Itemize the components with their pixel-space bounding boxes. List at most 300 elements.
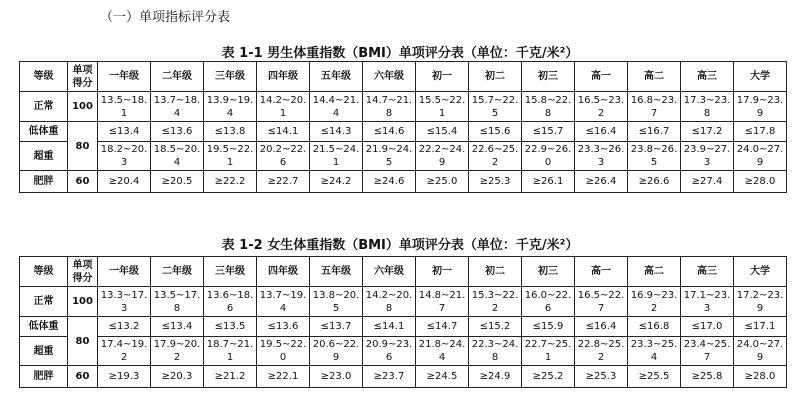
bmi-value-text: 20.2~22. 6 (259, 144, 307, 168)
bmi-value (98, 317, 151, 337)
column-header (204, 62, 257, 92)
bmi-value (416, 287, 469, 317)
bmi-value (575, 366, 628, 388)
bmi-value (681, 366, 734, 388)
column-header-text: 初一 (432, 71, 452, 82)
bmi-value (363, 287, 416, 317)
bmi-value-text: ≤13.4 (161, 321, 193, 332)
bmi-value-text: ≥20.3 (161, 371, 193, 382)
grade-header-text: 等级 (33, 71, 54, 82)
bmi-value-text: ≤17.0 (691, 321, 723, 332)
bmi-value-text: 16.8~23. 7 (630, 94, 678, 119)
bmi-value (363, 337, 416, 366)
bmi-value (151, 122, 204, 142)
bmi-value (257, 142, 310, 171)
bmi-value (469, 366, 522, 388)
bmi-value-text: 14.7~21. 8 (365, 94, 413, 119)
grade-label (20, 366, 68, 388)
bmi-value (204, 287, 257, 317)
column-header-text: 三年级 (215, 266, 245, 277)
grade-header (20, 62, 68, 92)
bmi-value-text: 17.9~23. 9 (736, 94, 784, 119)
bmi-value-text: 13.9~19. 4 (206, 94, 254, 119)
column-header-text: 二年级 (162, 266, 192, 277)
bmi-value-text: ≤16.4 (585, 126, 617, 137)
bmi-value-text: ≤14.1 (373, 321, 405, 332)
grade-label (20, 171, 68, 193)
column-header-text: 初三 (538, 71, 558, 82)
bmi-value (416, 171, 469, 193)
table-row (20, 366, 787, 388)
section-heading: （一）单项指标评分表 (100, 10, 231, 25)
bmi-value (522, 366, 575, 388)
bmi-value (363, 92, 416, 122)
bmi-value-text: 16.5~22. 7 (577, 289, 625, 314)
bmi-value (98, 366, 151, 388)
bmi-value (310, 287, 363, 317)
column-header-text: 高二 (644, 71, 664, 82)
score-cell-text: 100 (72, 101, 93, 112)
bmi-value-text: ≥20.5 (161, 176, 193, 187)
column-header-text: 初二 (485, 71, 505, 82)
bmi-value-text: 13.7~19. 4 (259, 289, 307, 314)
grade-label (20, 142, 68, 171)
table-title-female: 表 1-2 女生体重指数（BMI）单项评分表（单位：千克/米²） (221, 238, 579, 253)
bmi-value-text: ≥26.4 (585, 176, 617, 187)
bmi-value (257, 287, 310, 317)
bmi-value (575, 92, 628, 122)
grade-label-text: 超重 (33, 150, 54, 162)
bmi-value-text: 21.5~24. 1 (312, 144, 360, 168)
column-header (734, 62, 787, 92)
column-header-text: 高三 (697, 71, 717, 82)
bmi-value-text: 23.9~27. 3 (683, 144, 731, 168)
bmi-value (734, 142, 787, 171)
bmi-value-text: ≤14.7 (426, 321, 458, 332)
score-header (68, 257, 98, 287)
bmi-value-text: 22.8~25. 2 (577, 339, 625, 363)
bmi-value-text: ≤15.2 (479, 321, 511, 332)
bmi-value (363, 317, 416, 337)
column-header (522, 257, 575, 287)
table-row (20, 92, 787, 122)
score-cell-text: 60 (75, 371, 90, 382)
bmi-value (681, 142, 734, 171)
bmi-value (469, 92, 522, 122)
bmi-value-text: ≥26.1 (532, 176, 564, 187)
bmi-value-text: 19.5~22. 0 (259, 339, 307, 363)
bmi-value-text: 13.5~17. 8 (153, 289, 201, 314)
bmi-value-text: 22.3~24. 8 (471, 339, 519, 363)
bmi-value-text: 14.8~21. 7 (418, 289, 466, 314)
bmi-value (310, 92, 363, 122)
bmi-value (575, 337, 628, 366)
bmi-value (628, 317, 681, 337)
bmi-value-text: ≥25.5 (638, 371, 670, 382)
bmi-value-text: 22.2~24. 9 (418, 144, 466, 168)
bmi-value-text: 13.6~18. 6 (206, 289, 254, 314)
column-header-text: 一年级 (109, 266, 139, 277)
bmi-value-text: ≥19.3 (108, 371, 140, 382)
grade-label (20, 122, 68, 142)
bmi-value-text: 21.8~24. 4 (418, 339, 466, 363)
bmi-value (98, 92, 151, 122)
column-header-text: 五年级 (321, 266, 351, 277)
male-bmi-table (19, 61, 787, 193)
bmi-value (151, 142, 204, 171)
column-header (681, 62, 734, 92)
bmi-value-text: ≤14.1 (267, 126, 299, 137)
column-header-text: 四年级 (268, 266, 298, 277)
bmi-value (469, 171, 522, 193)
bmi-value (575, 287, 628, 317)
table-row (20, 142, 787, 171)
column-header (204, 257, 257, 287)
column-header-text: 三年级 (215, 71, 245, 82)
grade-label-text: 肥胖 (33, 176, 54, 187)
bmi-value (151, 92, 204, 122)
bmi-value-text: ≥24.5 (426, 371, 458, 382)
bmi-value-text: ≤13.4 (108, 126, 140, 137)
score-header-text: 单项 得分 (72, 64, 93, 89)
column-header (310, 62, 363, 92)
bmi-value-text: ≤15.4 (426, 126, 458, 137)
bmi-value-text: ≥22.7 (267, 176, 299, 187)
column-header (98, 257, 151, 287)
grade-label-text: 肥胖 (33, 371, 54, 382)
bmi-value (310, 142, 363, 171)
column-header (628, 257, 681, 287)
bmi-value (628, 122, 681, 142)
column-header (257, 257, 310, 287)
bmi-value (204, 317, 257, 337)
grade-label (20, 337, 68, 366)
grade-label-text: 正常 (33, 296, 54, 307)
bmi-value-text: ≤13.6 (267, 321, 299, 332)
bmi-value (416, 142, 469, 171)
bmi-value (681, 287, 734, 317)
bmi-value (575, 122, 628, 142)
column-header-text: 六年级 (374, 266, 404, 277)
header-row (20, 257, 787, 287)
bmi-value-text: 18.5~20. 4 (153, 144, 201, 168)
bmi-value-text: ≥22.2 (214, 176, 246, 187)
bmi-value-text: 24.0~27. 9 (736, 144, 784, 168)
bmi-value-text: ≤14.3 (320, 126, 352, 137)
bmi-value-text: 22.9~26. 0 (524, 144, 572, 168)
bmi-value (98, 142, 151, 171)
column-header (310, 257, 363, 287)
bmi-value-text: ≤13.5 (214, 321, 246, 332)
score-cell (68, 122, 98, 171)
bmi-value-text: ≥23.0 (320, 371, 352, 382)
bmi-value-text: 14.4~21. 4 (312, 94, 360, 119)
bmi-value-text: 20.6~22. 9 (312, 339, 360, 363)
bmi-value-text: ≥26.6 (638, 176, 670, 187)
bmi-value (628, 171, 681, 193)
bmi-value (681, 92, 734, 122)
bmi-value (98, 287, 151, 317)
table-row (20, 317, 787, 337)
table-row (20, 337, 787, 366)
bmi-value-text: ≥24.6 (373, 176, 405, 187)
grade-label-text: 低体重 (28, 321, 59, 332)
bmi-value-text: 17.9~20. 2 (153, 339, 201, 363)
table-row (20, 171, 787, 193)
bmi-value-text: 14.2~20. 1 (259, 94, 307, 119)
bmi-value (151, 287, 204, 317)
column-header (363, 62, 416, 92)
bmi-value-text: 13.3~17. 3 (100, 289, 148, 314)
bmi-value-text: 17.4~19. 2 (100, 339, 148, 363)
bmi-value-text: ≤15.6 (479, 126, 511, 137)
bmi-value (681, 171, 734, 193)
bmi-value-text: 13.8~20. 5 (312, 289, 360, 314)
bmi-value-text: ≥25.8 (691, 371, 723, 382)
bmi-value-text: ≥20.4 (108, 176, 140, 187)
bmi-value (416, 317, 469, 337)
bmi-value (151, 337, 204, 366)
bmi-value-text: 23.4~25. 7 (683, 339, 731, 363)
bmi-value (628, 92, 681, 122)
bmi-value-text: ≤13.6 (161, 126, 193, 137)
bmi-value (204, 366, 257, 388)
grade-label-text: 正常 (33, 101, 54, 112)
bmi-value-text: 16.0~22. 6 (524, 289, 572, 314)
bmi-value-text: 16.9~23. 2 (630, 289, 678, 314)
bmi-value-text: ≥25.2 (532, 371, 564, 382)
bmi-value-text: 18.2~20. 3 (100, 144, 148, 168)
bmi-value (257, 366, 310, 388)
bmi-value (575, 171, 628, 193)
column-header-text: 初二 (485, 266, 505, 277)
bmi-value-text: ≥25.3 (585, 371, 617, 382)
bmi-value-text: ≥25.3 (479, 176, 511, 187)
grade-header (20, 257, 68, 287)
bmi-value (416, 92, 469, 122)
column-header (151, 62, 204, 92)
bmi-value-text: ≤16.4 (585, 321, 617, 332)
bmi-value-text: ≤16.8 (638, 321, 670, 332)
bmi-value-text: 13.5~18. 1 (100, 94, 148, 119)
bmi-value-text: 15.5~22. 1 (418, 94, 466, 119)
bmi-value-text: ≤17.2 (691, 126, 723, 137)
bmi-value (310, 122, 363, 142)
column-header (416, 62, 469, 92)
bmi-value-text: ≥27.4 (691, 176, 723, 187)
column-header-text: 初一 (432, 266, 452, 277)
bmi-value (469, 142, 522, 171)
bmi-value (416, 337, 469, 366)
bmi-value (310, 171, 363, 193)
column-header (151, 257, 204, 287)
score-cell (68, 287, 98, 317)
bmi-value (204, 171, 257, 193)
bmi-value (98, 122, 151, 142)
bmi-value-text: ≤17.1 (744, 321, 776, 332)
grade-label (20, 317, 68, 337)
bmi-value (469, 122, 522, 142)
bmi-value-text: ≥22.1 (267, 371, 299, 382)
column-header-text: 四年级 (268, 71, 298, 82)
score-cell (68, 366, 98, 388)
bmi-value-text: 23.8~26. 5 (630, 144, 678, 168)
bmi-value-text: ≤15.9 (532, 321, 564, 332)
bmi-value (522, 122, 575, 142)
bmi-value (310, 337, 363, 366)
bmi-value (734, 171, 787, 193)
bmi-value-text: 22.6~25. 2 (471, 144, 519, 168)
bmi-value (628, 337, 681, 366)
score-cell-text: 80 (75, 140, 90, 152)
bmi-value (310, 366, 363, 388)
bmi-value-text: 20.9~23. 6 (365, 339, 413, 363)
column-header-text: 大学 (750, 71, 770, 82)
bmi-value-text: 13.7~18. 4 (153, 94, 201, 119)
column-header-text: 高一 (591, 266, 611, 277)
score-cell (68, 92, 98, 122)
bmi-value (681, 122, 734, 142)
bmi-value (522, 171, 575, 193)
bmi-value (681, 317, 734, 337)
bmi-value (310, 317, 363, 337)
column-header-text: 一年级 (109, 71, 139, 82)
bmi-value-text: ≥28.0 (744, 371, 776, 382)
bmi-value-text: 23.3~26. 3 (577, 144, 625, 168)
bmi-value (734, 92, 787, 122)
bmi-value-text: 15.8~22. 8 (524, 94, 572, 119)
grade-label (20, 287, 68, 317)
bmi-value (204, 142, 257, 171)
score-cell-text: 80 (75, 335, 90, 347)
bmi-value (522, 337, 575, 366)
grade-label (20, 92, 68, 122)
bmi-value (416, 122, 469, 142)
column-header (575, 257, 628, 287)
column-header (575, 62, 628, 92)
column-header-text: 初三 (538, 266, 558, 277)
column-header-text: 高三 (697, 266, 717, 277)
bmi-value (98, 171, 151, 193)
grade-label-text: 低体重 (28, 126, 59, 137)
bmi-value (363, 366, 416, 388)
bmi-value (204, 337, 257, 366)
bmi-value (681, 337, 734, 366)
table-row (20, 122, 787, 142)
bmi-value (151, 317, 204, 337)
bmi-value (257, 337, 310, 366)
score-header (68, 62, 98, 92)
score-cell-text: 100 (72, 296, 93, 307)
bmi-value-text: 22.7~25. 1 (524, 339, 572, 363)
bmi-value-text: ≤13.2 (108, 321, 140, 332)
bmi-value-text: ≥25.0 (426, 176, 458, 187)
grade-header-text: 等级 (33, 266, 54, 277)
bmi-value-text: ≥21.2 (214, 371, 246, 382)
bmi-value (522, 142, 575, 171)
bmi-value (575, 142, 628, 171)
column-header (363, 257, 416, 287)
bmi-value-text: 18.7~21. 1 (206, 339, 254, 363)
bmi-value-text: 23.3~25. 4 (630, 339, 678, 363)
bmi-value-text: ≥28.0 (744, 176, 776, 187)
grade-label-text: 超重 (33, 345, 54, 357)
score-cell (68, 317, 98, 366)
column-header (416, 257, 469, 287)
column-header (522, 62, 575, 92)
bmi-value-text: 17.2~23. 9 (736, 289, 784, 314)
column-header-text: 二年级 (162, 71, 192, 82)
bmi-value (469, 287, 522, 317)
bmi-value-text: ≥23.7 (373, 371, 405, 382)
column-header (469, 62, 522, 92)
table-title-male: 表 1-1 男生体重指数（BMI）单项评分表（单位：千克/米²） (221, 46, 579, 61)
column-header-text: 五年级 (321, 71, 351, 82)
bmi-value-text: 14.2~20. 8 (365, 289, 413, 314)
bmi-value-text: ≤17.8 (744, 126, 776, 137)
column-header (734, 257, 787, 287)
bmi-value (734, 366, 787, 388)
column-header-text: 高一 (591, 71, 611, 82)
bmi-value (204, 92, 257, 122)
bmi-value (734, 287, 787, 317)
bmi-value (416, 366, 469, 388)
bmi-value-text: ≤14.6 (373, 126, 405, 137)
bmi-value (628, 287, 681, 317)
bmi-value (469, 317, 522, 337)
bmi-value (363, 122, 416, 142)
bmi-value-text: 17.3~23. 8 (683, 94, 731, 119)
bmi-value-text: ≥24.9 (479, 371, 511, 382)
bmi-value (257, 122, 310, 142)
column-header (628, 62, 681, 92)
bmi-value-text: 24.0~27. 9 (736, 339, 784, 363)
bmi-value-text: 15.7~22. 5 (471, 94, 519, 119)
bmi-value (151, 171, 204, 193)
bmi-value (734, 122, 787, 142)
header-row (20, 62, 787, 92)
column-header (98, 62, 151, 92)
female-bmi-table (19, 256, 787, 388)
bmi-value (257, 317, 310, 337)
column-header (681, 257, 734, 287)
score-header-text: 单项 得分 (72, 259, 93, 284)
bmi-value (204, 122, 257, 142)
column-header (257, 62, 310, 92)
bmi-value-text: ≤13.8 (214, 126, 246, 137)
column-header-text: 大学 (750, 266, 770, 277)
bmi-value (257, 92, 310, 122)
bmi-value-text: 15.3~22. 2 (471, 289, 519, 314)
bmi-value-text: ≥24.2 (320, 176, 352, 187)
bmi-value-text: ≤13.7 (320, 321, 352, 332)
bmi-value-text: ≤16.7 (638, 126, 670, 137)
bmi-value-text: 21.9~24. 5 (365, 144, 413, 168)
bmi-value (151, 366, 204, 388)
score-cell (68, 171, 98, 193)
bmi-value (522, 317, 575, 337)
bmi-value-text: ≤15.7 (532, 126, 564, 137)
column-header (469, 257, 522, 287)
score-cell-text: 60 (75, 176, 90, 187)
bmi-value (257, 171, 310, 193)
bmi-value (734, 337, 787, 366)
bmi-value-text: 19.5~22. 1 (206, 144, 254, 168)
bmi-value (98, 337, 151, 366)
bmi-value (734, 317, 787, 337)
bmi-value (628, 142, 681, 171)
bmi-value (469, 337, 522, 366)
